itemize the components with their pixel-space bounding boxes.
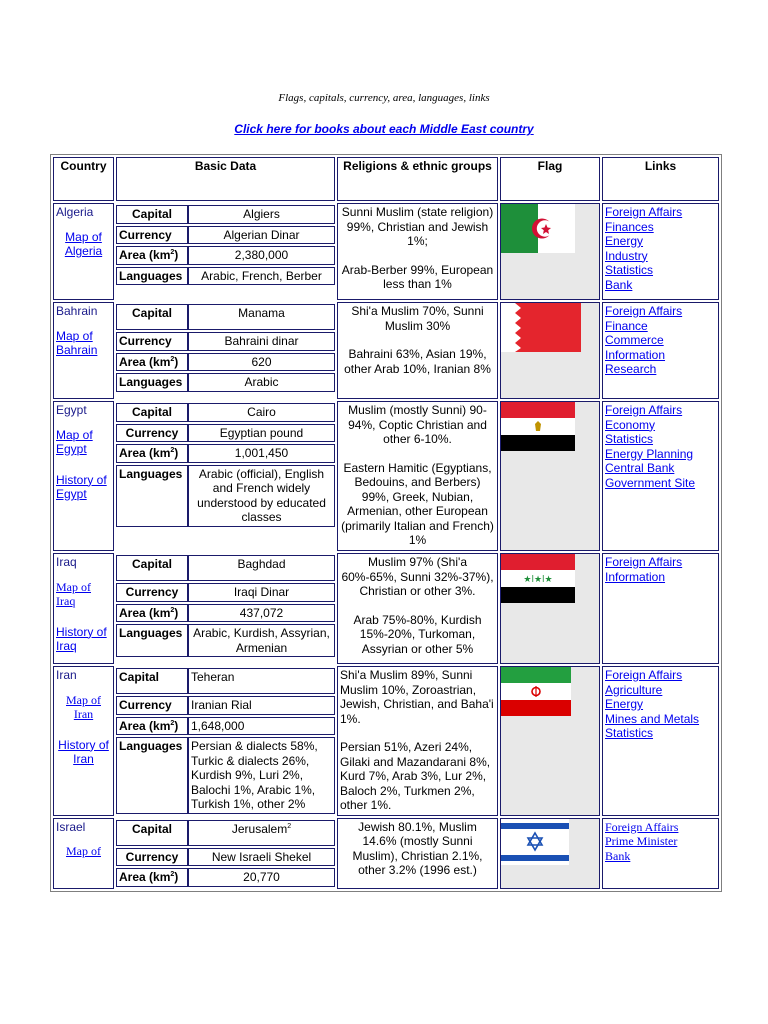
link-research[interactable]: Research — [605, 362, 657, 376]
country-cell — [53, 203, 114, 300]
flag-cell — [500, 666, 600, 816]
currency-label: Currency — [116, 848, 188, 867]
religions-cell — [337, 302, 498, 399]
link-information[interactable]: Information — [605, 569, 666, 584]
languages-label: Languages — [116, 465, 188, 527]
flag-cell — [500, 401, 600, 551]
languages-value: Persian & dialects 58%, Turkic & dialects 26%, Kurdish 9%, Luri 2%, Balochi 1%, Arabic 1%, Turkish 1%, other 2% — [188, 737, 335, 814]
area-value: 2,380,000 — [188, 246, 335, 265]
algeria-flag — [501, 204, 575, 253]
area-label: Area $(km^2)$ — [116, 444, 188, 463]
link-information[interactable]: Information — [605, 347, 666, 362]
link-statistics[interactable]: Statistics — [605, 726, 654, 740]
capital-label: Capital — [116, 668, 188, 694]
countries-table — [50, 154, 722, 892]
egypt-flag — [501, 402, 575, 451]
link-bank[interactable]: Bank — [605, 277, 633, 292]
languages-value: Arabic, Kurdish, Assyrian, Armenian — [188, 624, 335, 657]
map-link[interactable]: Map of — [66, 844, 101, 858]
links-cell — [602, 553, 719, 664]
map-link[interactable]: Map of Bahrain — [56, 328, 98, 357]
currency-value: Egyptian pound — [188, 424, 335, 443]
link-commerce[interactable]: Commerce — [605, 333, 664, 347]
iraq-flag — [501, 554, 575, 603]
svg-text:★ا★ا★: ★ا★ا★ — [523, 575, 553, 585]
bahrain-flag — [501, 303, 581, 352]
country-name: Iran — [56, 668, 77, 682]
religion-text: Shi'a Muslim 89%, Sunni Muslim 10%, Zoroastrian, Jewish, Christian, and Baha'i 1%. — [340, 668, 494, 726]
ethnic-text: Arab 75%-80%, Kurdish 15%-20%, Turkoman, Assyrian or other 5% — [353, 612, 482, 656]
country-name: Iraq — [56, 555, 77, 569]
link-statistics[interactable]: Statistics — [605, 263, 654, 277]
area-value: 20,770 — [188, 868, 335, 887]
country-cell — [53, 666, 114, 816]
link-foreign-affairs[interactable]: Foreign Affairs — [605, 205, 683, 219]
currency-label: Currency — [116, 332, 188, 351]
map-link[interactable]: Map of Iraq — [56, 579, 91, 608]
ethnic-text: Bahraini 63%, Asian 19%, other Arab 10%, Iranian 8% — [344, 347, 491, 376]
header-religions: Religions & ethnic groups — [337, 157, 498, 201]
area-label: Area $(km^2)$ — [116, 353, 188, 372]
currency-label: Currency — [116, 583, 188, 602]
link-industry[interactable]: Industry — [605, 248, 648, 263]
capital-value: Algiers — [188, 205, 335, 224]
capital-label: Capital — [116, 555, 188, 581]
country-cell — [53, 401, 114, 551]
link-energy[interactable]: Energy — [605, 697, 644, 711]
link-statistics[interactable]: Statistics — [605, 432, 654, 446]
links-cell — [602, 401, 719, 551]
languages-value: Arabic — [188, 373, 335, 392]
currency-label: Currency — [116, 226, 188, 245]
basic-data-cell — [116, 401, 335, 551]
country-cell — [53, 302, 114, 399]
languages-label: Languages — [116, 267, 188, 286]
link-foreign-affairs[interactable]: Foreign Affairs — [605, 555, 683, 569]
links-cell — [602, 302, 719, 399]
currency-value: Bahraini dinar — [188, 332, 335, 351]
country-name: Bahrain — [56, 304, 98, 318]
books-link[interactable]: Click here for books about each Middle East country — [234, 122, 534, 136]
link-energy-planning[interactable]: Energy Planning — [605, 446, 694, 461]
flag-cell — [500, 553, 600, 664]
religion-text: Muslim (mostly Sunni) 90-94%, Coptic Christian and other 6-10%. — [348, 403, 487, 446]
area-value: 437,072 — [188, 604, 335, 623]
link-foreign-affairs[interactable]: Foreign Affairs — [605, 668, 683, 682]
iran-flag — [501, 667, 571, 716]
country-cell — [53, 818, 114, 889]
link-government-site[interactable]: Government Site — [605, 475, 696, 490]
links-cell — [602, 666, 719, 816]
link-bank[interactable]: Bank — [605, 848, 631, 863]
history-link[interactable]: History of Iraq — [56, 624, 107, 653]
languages-value: Arabic (official), English and French widely understood by educated classes — [188, 465, 335, 527]
capital-label: Capital — [116, 304, 188, 330]
map-link[interactable]: Map of Egypt — [56, 427, 93, 456]
link-central-bank[interactable]: Central Bank — [605, 461, 675, 475]
link-mines-and-metals[interactable]: Mines and Metals — [605, 711, 700, 726]
area-value: 620 — [188, 353, 335, 372]
links-cell — [602, 203, 719, 300]
basic-data-cell — [116, 666, 335, 816]
languages-label: Languages — [116, 373, 188, 392]
religions-cell — [337, 401, 498, 551]
capital-value: Cairo — [188, 403, 335, 422]
country-name: Israel — [56, 819, 86, 834]
basic-data-cell — [116, 302, 335, 399]
basic-data-cell — [116, 203, 335, 300]
link-foreign-affairs[interactable]: Foreign Affairs — [605, 304, 683, 318]
religions-cell — [337, 553, 498, 664]
link-energy[interactable]: Energy — [605, 234, 644, 248]
map-link[interactable]: Map of Iran — [66, 692, 101, 721]
capital-label: Capital — [116, 403, 188, 422]
header-flag: Flag — [500, 157, 600, 201]
languages-label: Languages — [116, 624, 188, 657]
table-row — [53, 401, 719, 551]
link-economy[interactable]: Economy — [605, 417, 656, 432]
currency-label: Currency — [116, 696, 188, 715]
header-links: Links — [602, 157, 719, 201]
israel-flag — [501, 819, 569, 865]
link-foreign-affairs[interactable]: Foreign Affairs — [605, 403, 683, 417]
area-label: Area $(km^2)$ — [116, 604, 188, 623]
area-value: 1,001,450 — [188, 444, 335, 463]
header-basic-data: Basic Data — [116, 157, 335, 201]
history-link[interactable]: History of Iran — [58, 737, 109, 766]
religion-text: Shi'a Muslim 70%, Sunni Muslim 30% — [351, 304, 484, 333]
currency-label: Currency — [116, 424, 188, 443]
religions-cell — [337, 818, 498, 889]
ethnic-text: Persian 51%, Azeri 24%, Gilaki and Mazandarani 8%, Kurd 7%, Arab 3%, Lur 2%, Baloch 2%, Turkmen 2%, other 1%. — [340, 740, 491, 812]
flag-cell — [500, 818, 600, 889]
capital-value: Manama — [188, 304, 335, 330]
currency-value: Algerian Dinar — [188, 226, 335, 245]
flag-cell — [500, 302, 600, 399]
page-title: Flags, capitals, currency, area, languages, links — [278, 92, 490, 104]
table-row — [53, 818, 719, 889]
link-agriculture[interactable]: Agriculture — [605, 682, 663, 697]
capital-value: Jerusalem$^2$ — [188, 820, 335, 846]
religions-cell — [337, 203, 498, 300]
table-row — [53, 553, 719, 664]
country-name: Algeria — [56, 205, 94, 219]
area-label: Area $(km^2)$ — [116, 717, 188, 736]
capital-value: Teheran — [188, 668, 335, 694]
capital-label: Capital — [116, 820, 188, 846]
flag-cell — [500, 203, 600, 300]
religion-text: Muslim 97% (Shi'a 60%-65%, Sunni 32%-37%), Christian or other 3%. — [341, 555, 494, 598]
table-row — [53, 203, 719, 300]
capital-value: Baghdad — [188, 555, 335, 581]
basic-data-cell — [116, 818, 335, 889]
area-label: Area $(km^2)$ — [116, 868, 188, 887]
area-label: Area $(km^2)$ — [116, 246, 188, 265]
capital-label: Capital — [116, 205, 188, 224]
religion-text: Jewish 80.1%, Muslim 14.6% (mostly Sunni Muslim), Christian 2.1%, other 3.2% (1996 est.) — [352, 819, 483, 877]
table-row — [53, 666, 719, 816]
link-foreign-affairs[interactable]: Foreign Affairs — [605, 819, 679, 834]
currency-value: New Israeli Shekel — [188, 848, 335, 867]
link-finance[interactable]: Finance — [605, 318, 648, 333]
ethnic-text: Eastern Hamitic (Egyptians, Bedouins, and Berbers) 99%, Greek, Nubian, Armenian, other European (primarily Italian and French) 1% — [341, 460, 494, 547]
languages-value: Arabic, French, Berber — [188, 267, 335, 286]
map-link[interactable]: Map of Algeria — [64, 229, 103, 258]
religions-cell — [337, 666, 498, 816]
religion-text: Sunni Muslim (state religion) 99%, Christian and Jewish 1%; — [341, 205, 494, 248]
country-name: Egypt — [56, 403, 87, 417]
country-cell — [53, 553, 114, 664]
link-prime-minister[interactable]: Prime Minister — [605, 834, 678, 848]
currency-value: Iraqi Dinar — [188, 583, 335, 602]
languages-label: Languages — [116, 737, 188, 814]
ethnic-text: Arab-Berber 99%, European less than 1% — [341, 262, 494, 291]
area-value: 1,648,000 — [188, 717, 335, 736]
links-cell — [602, 818, 719, 889]
header-country: Country — [53, 157, 114, 201]
currency-value: Iranian Rial — [188, 696, 335, 715]
table-row — [53, 302, 719, 399]
header-row — [53, 157, 719, 201]
basic-data-cell — [116, 553, 335, 664]
link-finances[interactable]: Finances — [605, 219, 654, 234]
history-link[interactable]: History of Egypt — [56, 472, 107, 501]
